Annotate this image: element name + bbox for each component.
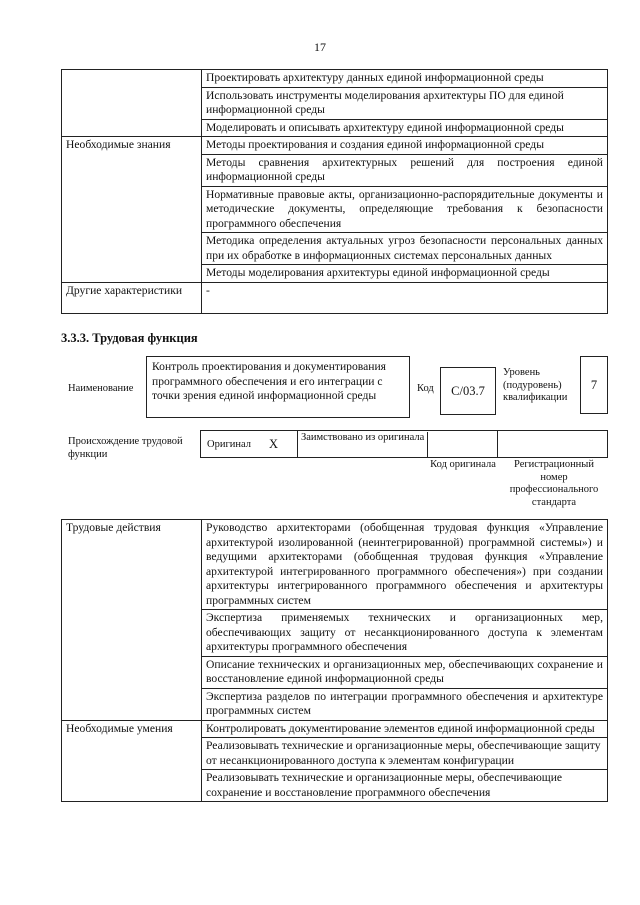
level-value: 7	[590, 378, 598, 392]
competency-table-bottom	[61, 519, 608, 802]
page-number: 17	[314, 40, 326, 54]
function-name-box	[146, 356, 410, 418]
original-mark: X	[269, 437, 279, 451]
code-original-label: Код оригинала	[430, 459, 496, 470]
table-cell: Реализовывать технические и организационные меры, обеспечивающие сохранение и восстановление программного обеспечения	[202, 770, 608, 802]
table-cell: Нормативные правовые акты, организационно-распорядительные документы и методические документы, определяющие требования к безопасности программного обеспечения	[202, 186, 608, 233]
table-cell: Описание технических и организационных мер, обеспечивающих сохранение и восстановление единой информационной среды	[202, 656, 608, 688]
level-label: Уровень (подуровень) квалификации	[503, 367, 568, 403]
origin-label: Происхождение трудовой функции	[68, 436, 183, 460]
table-cell: Реализовывать технические и организационные меры, обеспечивающие защиту от несанкционированного доступа к элементам конфигурации	[202, 738, 608, 770]
table-cell: Использовать инструменты моделирования архитектуры ПО для единой информационной среды	[202, 87, 608, 119]
code-label: Код	[417, 383, 434, 394]
table-cell: Экспертиза применяемых технических и организационных мер, обеспечивающих защиту от несанкционированного доступа к элементам архитектуры программного обеспечения	[202, 610, 608, 657]
reg-number-label: Регистрационный номер профессионального стандарта	[509, 459, 599, 508]
row-label-actions: Трудовые действия	[62, 520, 202, 721]
name-label: Наименование	[68, 383, 134, 394]
row-label-other: Другие характеристики	[62, 282, 202, 313]
row-label-knowledge: Необходимые знания	[62, 137, 202, 283]
table-cell: Моделировать и описывать архитектуру единой информационной среды	[202, 119, 608, 137]
borrowed-label: Заимствовано из оригинала	[301, 432, 425, 443]
borrowed-cell	[301, 432, 428, 458]
cell-divider	[497, 431, 498, 457]
competency-table-top	[61, 69, 608, 314]
table-cell: Руководство архитекторами (обобщенная трудовая функция «Управление архитектурой изолированной (неинтегрированной) программной системы») и ведущими архитекторами (обобщенная трудовая функция «Управление архитектурой интегрированного программного обеспечения») при создании архитектуры интегрированного программного обеспечения и архитектуры программных систем	[202, 520, 608, 610]
table-cell: Методика определения актуальных угроз безопасности персональных данных при их обработке в информационных системах персональных данных	[202, 233, 608, 265]
original-cell	[201, 431, 298, 457]
origin-row	[200, 430, 608, 458]
function-code: С/03.7	[451, 384, 485, 398]
table-cell: Методы сравнения архитектурных решений для построения единой информационной среды	[202, 154, 608, 186]
level-box	[580, 356, 608, 414]
table-cell: Методы моделирования архитектуры единой информационной среды	[202, 265, 608, 283]
original-label: Оригинал	[207, 439, 251, 450]
row-label-empty	[62, 70, 202, 137]
function-name: Контроль проектирования и документирования программного обеспечения и его интеграции с точки зрения единой информационной среды	[152, 360, 386, 402]
table-cell: Методы проектирования и создания единой информационной среды	[202, 137, 608, 155]
code-box	[440, 367, 496, 415]
table-cell: -	[202, 282, 608, 313]
row-label-skills: Необходимые умения	[62, 720, 202, 802]
table-cell: Контролировать документирование элементов единой информационной среды	[202, 720, 608, 738]
section-title: 3.3.3. Трудовая функция	[61, 331, 198, 345]
table-cell: Экспертиза разделов по интеграции программного обеспечения и архитектуре программных систем	[202, 688, 608, 720]
table-cell: Проектировать архитектуру данных единой информационной среды	[202, 70, 608, 88]
